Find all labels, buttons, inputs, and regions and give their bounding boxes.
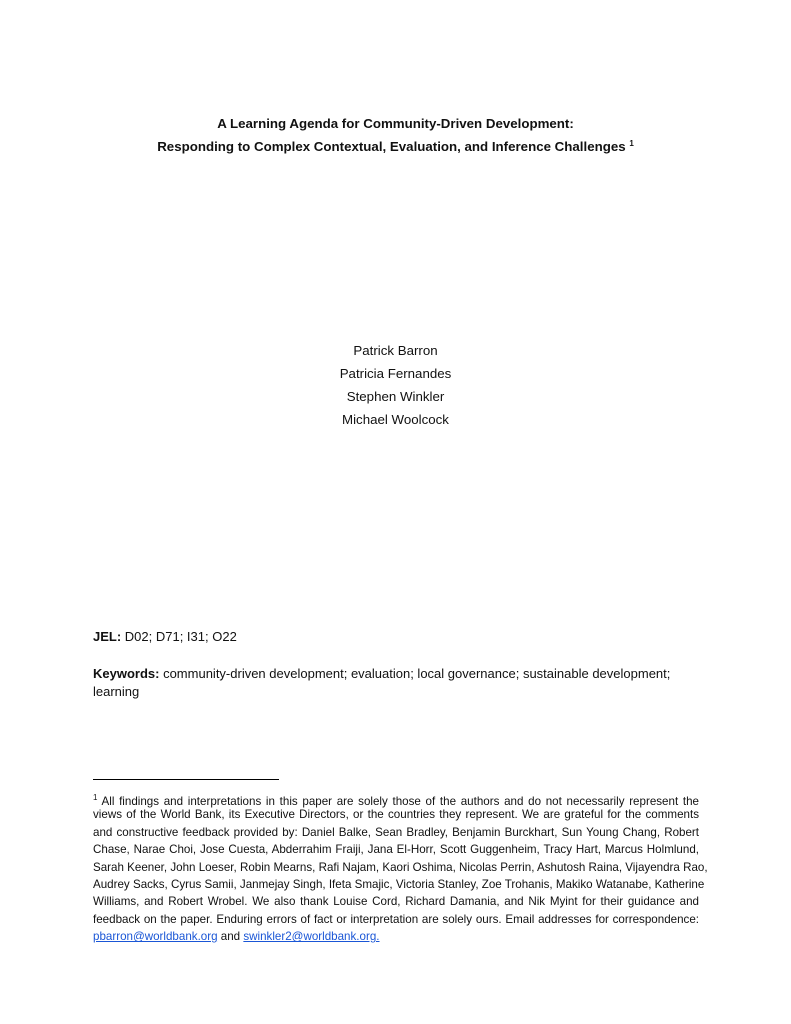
footnote-line: Chase, Narae Choi, Jose Cuesta, Abderrahim Fraiji, Jana El-Horr, Scott Guggenheim, Tracy Hart, Marcus Holmlund, <box>93 843 699 857</box>
footnote-line: Audrey Sacks, Cyrus Samii, Janmejay Singh, Ifeta Smajic, Victoria Stanley, Zoe Trohanis, Makiko Watanabe, Katherine <box>93 877 705 891</box>
footnote-text: All findings and interpretations in this paper are solely those of the authors and do not necessarily represent the <box>97 795 699 808</box>
keywords-label: Keywords: <box>93 666 160 681</box>
title-footnote-marker[interactable]: 1 <box>629 139 634 148</box>
footnote-separator <box>93 779 279 780</box>
jel-label: JEL: <box>93 629 122 644</box>
footnote-and: and <box>217 930 244 944</box>
author-4: Michael Woolcock <box>342 412 449 427</box>
footnote <box>93 789 708 946</box>
author-2: Patricia Fernandes <box>339 366 452 381</box>
author-1: Patrick Barron <box>353 343 438 358</box>
title-text: Responding to Complex Contextual, Evaluation, and Inference Challenges <box>157 139 626 154</box>
email-link-swinkler2[interactable]: swinkler2@worldbank.org. <box>243 930 380 944</box>
footnote-line: Williams, and Robert Wrobel. We also thank Louise Cord, Richard Damania, and Nik Myint for their guidance and <box>93 895 699 909</box>
footnote-line: Sarah Keener, John Loeser, Robin Mearns, Rafi Najam, Kaori Oshima, Nicolas Perrin, Ashutosh Raina, Vijayendra Rao, <box>93 860 708 874</box>
keywords-value: community-driven development; evaluation; local governance; sustainable development; learning <box>93 666 671 699</box>
footnote-line: and constructive feedback provided by: Daniel Balke, Sean Bradley, Benjamin Burckhart, Sun Young Chang, Robert <box>93 825 699 839</box>
jel-value: D02; D71; I31; O22 <box>121 629 237 644</box>
keywords <box>93 665 703 701</box>
paper-title-line-2 <box>0 134 791 157</box>
footnote-line <box>93 789 699 806</box>
email-link-pbarron[interactable]: pbarron@worldbank.org <box>93 930 218 944</box>
paper-title-line-1: A Learning Agenda for Community-Driven Development: <box>217 116 574 131</box>
footnote-marker: 1 <box>93 793 98 802</box>
author-3: Stephen Winkler <box>346 389 445 404</box>
jel-codes <box>93 628 703 646</box>
footnote-line: views of the World Bank, its Executive Directors, or the countries they represent. We are grateful for the comments <box>93 808 699 822</box>
footnote-line: feedback on the paper. Enduring errors of fact or interpretation are solely ours. Email addresses for correspondence: <box>93 912 699 926</box>
footnote-line <box>93 928 699 945</box>
